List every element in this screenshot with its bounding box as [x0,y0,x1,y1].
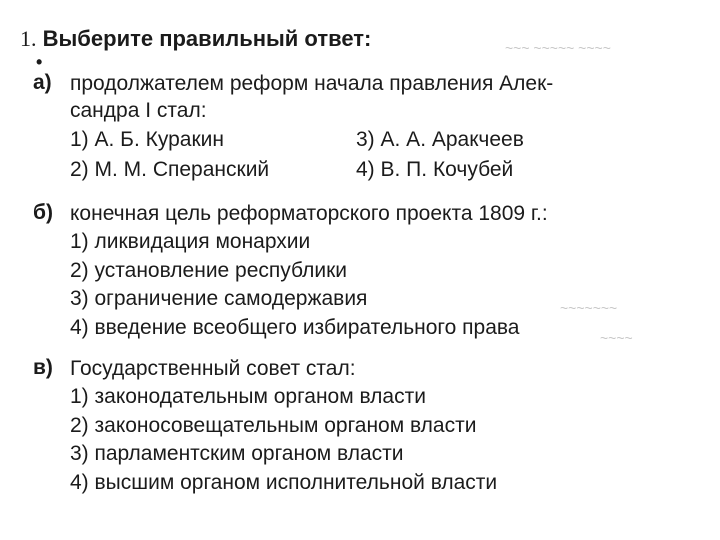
bleed-through-text: ~~~ ~~~~~ ~~~~ [505,40,611,56]
question-c-option-2: 2) законосовещательным органом власти [70,414,477,437]
bleed-through-text: ~~~~~~~ [560,300,618,316]
question-c-option-4: 4) высшим органом исполнительной власти [70,471,498,494]
bleed-through-text: ~~~~ [600,330,633,346]
task-instruction: Выберите правильный ответ: [42,26,372,51]
question-c-option-3: 3) парламентским органом власти [70,442,404,465]
question-c-label: в) [33,356,53,379]
question-a-text: продолжателем реформ начала правления Алек- [70,72,554,95]
question-b-text: конечная цель реформаторского проекта 1809 г.: [70,202,548,225]
question-a-option-2: 2) М. М. Сперанский [70,158,270,181]
question-a-option-3: 3) А. А. Аракчеев [356,128,524,151]
question-b-option-4: 4) введение всеобщего избирательного права [70,316,520,339]
question-b-label: б) [33,201,53,224]
question-a-option-4: 4) В. П. Кочубей [356,158,514,181]
question-b-option-3: 3) ограничение самодержавия [70,287,368,310]
question-a-option-1: 1) А. Б. Куракин [70,128,225,151]
question-a-text-cont: сандра I стал: [70,99,207,122]
question-a-label: а) [33,71,52,94]
question-b-option-2: 2) установление республики [70,259,348,282]
task-number: 1. [20,26,37,51]
question-b-option-1: 1) ликвидация монархии [70,230,311,253]
bullet-dot: • [36,52,43,72]
task-heading [20,26,371,52]
question-c-option-1: 1) законодательным органом власти [70,385,426,408]
question-c-text: Государственный совет стал: [70,357,356,380]
